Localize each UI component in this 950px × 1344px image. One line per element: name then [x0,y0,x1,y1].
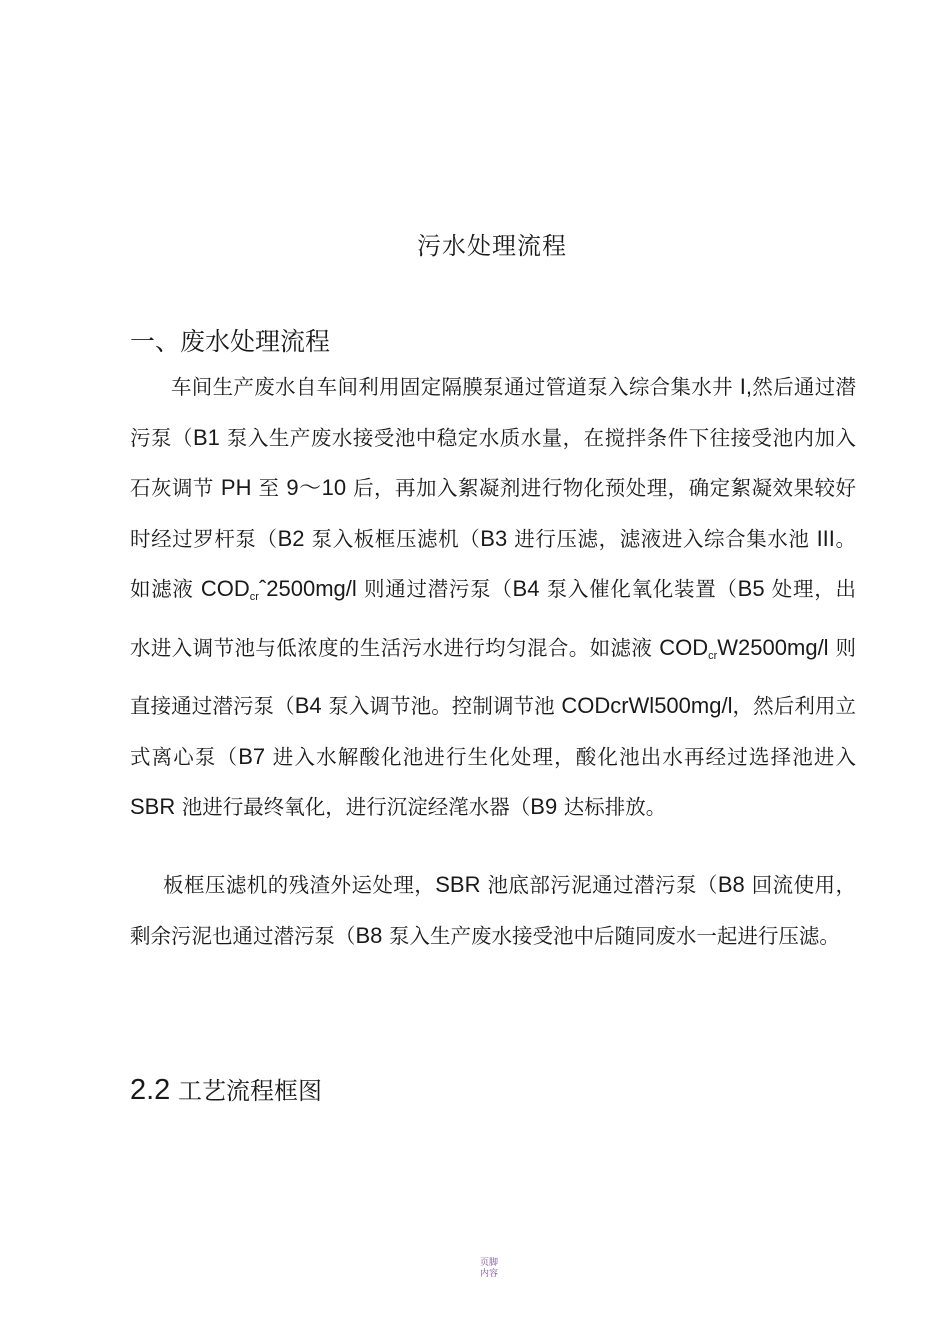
latin-run: SBR [130,794,176,819]
section-heading-text: 工艺流程框图 [177,1077,322,1105]
latin-run: 9〜10 [286,475,347,500]
latin-run: B4 [294,693,322,718]
text-run: 泵入生产废水接受池中稳定水质水量，在搅拌条件下往接受池内加入石灰调节 [130,425,857,500]
latin-run: B8 [717,872,745,897]
text-run: 进入水解酸化池进行生化处理，酸化池出水再经过选择池进入 [265,744,857,769]
text-run: 达标排放。 [557,795,667,819]
text-run: 泵入催化氧化装置（ [539,577,738,601]
latin-run: B9 [530,794,558,819]
latin-run: B3 [480,525,508,551]
footer-line: 页脚 [479,1258,498,1268]
latin-run: B8 [355,922,383,948]
text-run: 回流使用，剩余污泥也通过潜污泵（ [130,873,856,948]
footer-line: 内容 [479,1269,498,1279]
subscript-run: cr [249,591,259,603]
latin-run: B1 [192,424,220,450]
text-run: 池底部污泥通过潜污泵（ [480,873,718,897]
text-run: 然后通过潜污泵（ [130,375,857,450]
latin-run: COD [659,634,709,660]
latin-run: B2 [277,525,305,551]
text-run: 至 [251,476,287,500]
latin-run: PH [220,475,252,500]
text-run: 板框压滤机的残渣外运处理， [163,873,436,897]
latin-run: COD [200,576,250,601]
section-heading-wastewater-process: 一、废水处理流程 [130,327,331,356]
latin-run: B5 [737,576,765,601]
subscript-run: cr [708,649,718,662]
latin-run: I, [739,374,752,399]
latin-run: B7 [238,743,266,769]
latin-run: B4 [512,576,540,601]
document-title: 污水处理流程 [417,232,567,260]
text-run: 车间生产废水自车间利用固定隔膜泵通过管道泵入综合集水井 [171,375,740,399]
text-run: 后，再加入絮凝剂进行物化预处理，确定絮凝效果较好时经过罗杆泵（ [130,476,856,551]
text-run: 处理，出水进入调节池与低浓度的生活污水进行均匀混合。如滤液 [130,577,856,660]
text-run: 则直接通过潜污泵（ [130,635,856,718]
latin-run: SBR [435,872,481,897]
text-run: 泵入调节池。控制调节池 [321,694,562,718]
text-run: ，然后利用立式离心泵（ [130,694,856,769]
section-number: 2.2 [130,1074,171,1106]
latin-run: III [816,525,835,551]
text-run: 泵入生产废水接受池中后随同废水一起进行压滤。 [382,923,840,948]
text-run: 进行压滤，滤液进入综合集水池 [507,526,817,551]
text-run: 则通过潜污泵（ [356,577,513,601]
latin-run: W2500mg/l [717,634,829,660]
page-footer [0,1258,950,1280]
latin-run: CODcrWl500mg/l [561,693,733,718]
text-run: 泵入板框压滤机（ [304,526,481,551]
latin-run: ˆ2500mg/l [258,576,357,601]
paragraph-sludge-handling [130,860,856,961]
text-run: 。如滤液 [130,526,856,601]
section-heading-flowchart [130,1071,322,1107]
text-run: 池进行最终氧化，进行沉淀经滗水器（ [175,795,531,819]
paragraph-process-description [130,362,856,833]
